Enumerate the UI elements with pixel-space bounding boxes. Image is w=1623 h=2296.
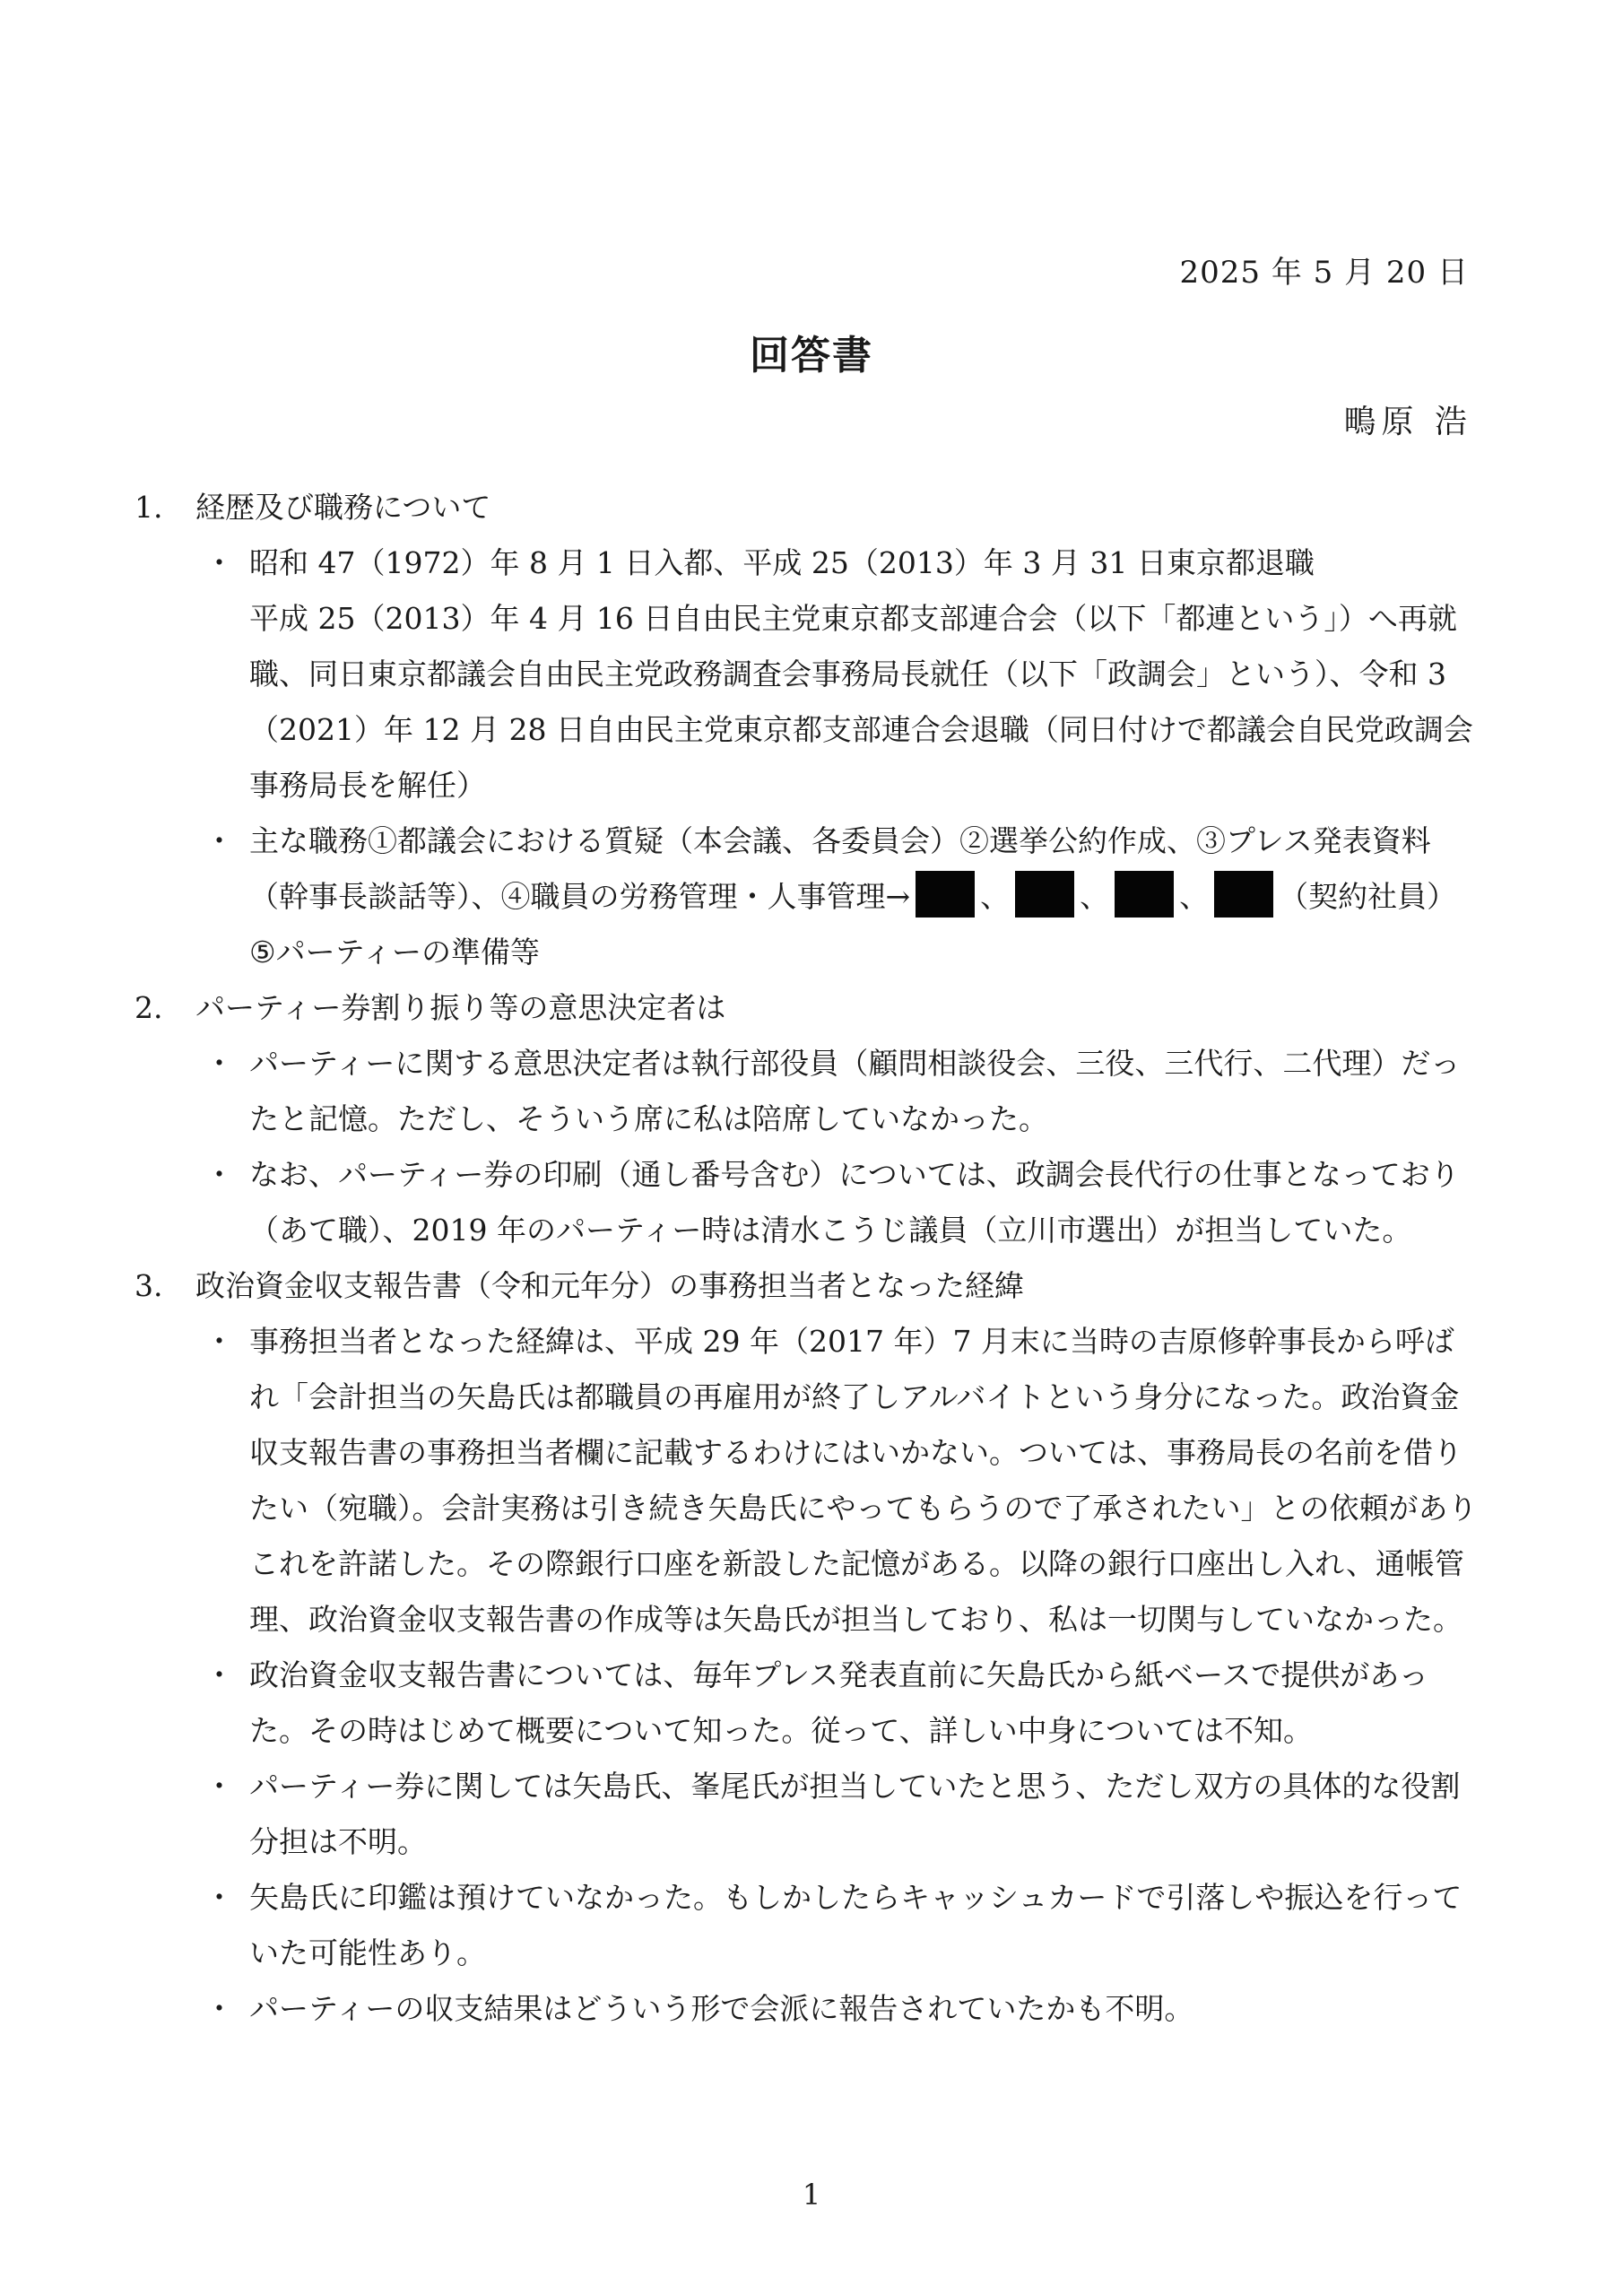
section-heading xyxy=(135,480,1480,535)
duties-line3: ⑤パーティーの準備等 xyxy=(249,935,540,970)
section-title: パーティー券割り振り等の意思決定者は xyxy=(195,990,726,1025)
duties-separator: 、 xyxy=(980,879,1011,914)
bullet-mark: ・ xyxy=(204,1769,234,1804)
list-item xyxy=(204,1981,1480,2037)
list-item-text: パーティー券に関しては矢島氏、峯尾氏が担当していたと思う、ただし双方の具体的な役割分担は不明。 xyxy=(249,1769,1461,1859)
duties-contract-staff: （契約社員） xyxy=(1279,879,1457,914)
list-item-text: 事務担当者となった経緯は、平成 29 年（2017 年）7 月末に当時の吉原修幹事長から呼ばれ「会計担当の矢島氏は都職員の再雇用が終了しアルバイトという身分になった。政治資金収支報告書の事務担当者欄に記載するわけにはいかない。ついては、事務局長の名前を借りたい（宛職）。会計実務は引き続き矢島氏にやってもらうので了承されたい」との依頼がありこれを許諾した。その際銀行口座を新設した記憶がある。以降の銀行口座出し入れ、通帳管理、政治資金収支報告書の作成等は矢島氏が担当しており、私は一切関与していなかった。 xyxy=(249,1324,1478,1637)
page-number: 1 xyxy=(802,2178,821,2212)
bullet-mark: ・ xyxy=(204,1046,234,1081)
bullet-mark: ・ xyxy=(204,545,234,580)
document-body xyxy=(135,480,1480,2037)
section-title: 政治資金収支報告書（令和元年分）の事務担当者となった経緯 xyxy=(195,1268,1024,1303)
list-item-text: パーティーに関する意思決定者は執行部役員（顧問相談役会、三役、三代行、二代理）だったと記憶。ただし、そういう席に私は陪席していなかった。 xyxy=(249,1046,1461,1136)
section-number: 1. xyxy=(135,490,163,525)
document-date: 2025 年 5 月 20 日 xyxy=(1179,255,1469,291)
bullet-mark: ・ xyxy=(204,1991,234,2026)
list-item xyxy=(204,1036,1480,1147)
list-item xyxy=(204,1147,1480,1258)
bullet-mark: ・ xyxy=(204,1657,234,1692)
list-item xyxy=(204,1314,1480,1648)
section-2 xyxy=(135,980,1480,1258)
bullet-mark: ・ xyxy=(204,823,234,858)
document-author: 鴫原 浩 xyxy=(1343,404,1472,440)
bullet-mark: ・ xyxy=(204,1157,234,1192)
section-heading xyxy=(135,1258,1480,1314)
bullet-mark: ・ xyxy=(204,1324,234,1359)
list-item xyxy=(204,1870,1480,1981)
redaction-block xyxy=(1115,871,1174,918)
duties-separator: 、 xyxy=(1179,879,1210,914)
list-item xyxy=(204,813,1480,980)
document-title: 回答書 xyxy=(750,333,873,378)
list-item-text: 矢島氏に印鑑は預けていなかった。もしかしたらキャッシュカードで引落しや振込を行っていた可能性あり。 xyxy=(249,1880,1462,1970)
redaction-block xyxy=(1015,871,1074,918)
duties-text xyxy=(249,813,1480,980)
duties-separator: 、 xyxy=(1080,879,1110,914)
section-heading xyxy=(135,980,1480,1036)
career-text: 昭和 47（1972）年 8 月 1 日入都、平成 25（2013）年 3 月 31 日東京都退職 平成 25（2013）年 4 月 16 日自由民主党東京都支部連合会（以下「都連という」）へ再就職、同日東京都議会自由民主党政務調査会事務局長就任（以下「政調会」という）、令和 3（2021）年 12 月 28 日自由民主党東京都支部連合会退職（同日付けで都議会自民党政調会事務局長を解任） xyxy=(249,545,1473,803)
redaction-block xyxy=(916,871,975,918)
list-item-text: パーティーの収支結果はどういう形で会派に報告されていたかも不明。 xyxy=(249,1991,1194,2026)
section-number: 3. xyxy=(135,1268,163,1303)
section-3 xyxy=(135,1258,1480,2037)
list-item-text: なお、パーティー券の印刷（通し番号含む）については、政調会長代行の仕事となっており（あて職）、2019 年のパーティー時は清水こうじ議員（立川市選出）が担当していた。 xyxy=(249,1157,1460,1248)
duties-main: 主な職務①都議会における質疑（本会議、各委員会）②選挙公約作成、③プレス発表資料（幹事長談話等）、④職員の労務管理・人事管理→ xyxy=(249,823,1431,914)
bullet-mark: ・ xyxy=(204,1880,234,1915)
list-item xyxy=(204,1648,1480,1759)
section-title: 経歴及び職務について xyxy=(195,490,491,525)
redaction-block xyxy=(1214,871,1273,918)
list-item-text: 政治資金収支報告書については、毎年プレス発表直前に矢島氏から紙ベースで提供があった。その時はじめて概要について知った。従って、詳しい中身については不知。 xyxy=(249,1657,1429,1748)
section-number: 2. xyxy=(135,990,163,1025)
list-item xyxy=(204,535,1480,813)
section-1 xyxy=(135,480,1480,980)
list-item xyxy=(204,1759,1480,1870)
